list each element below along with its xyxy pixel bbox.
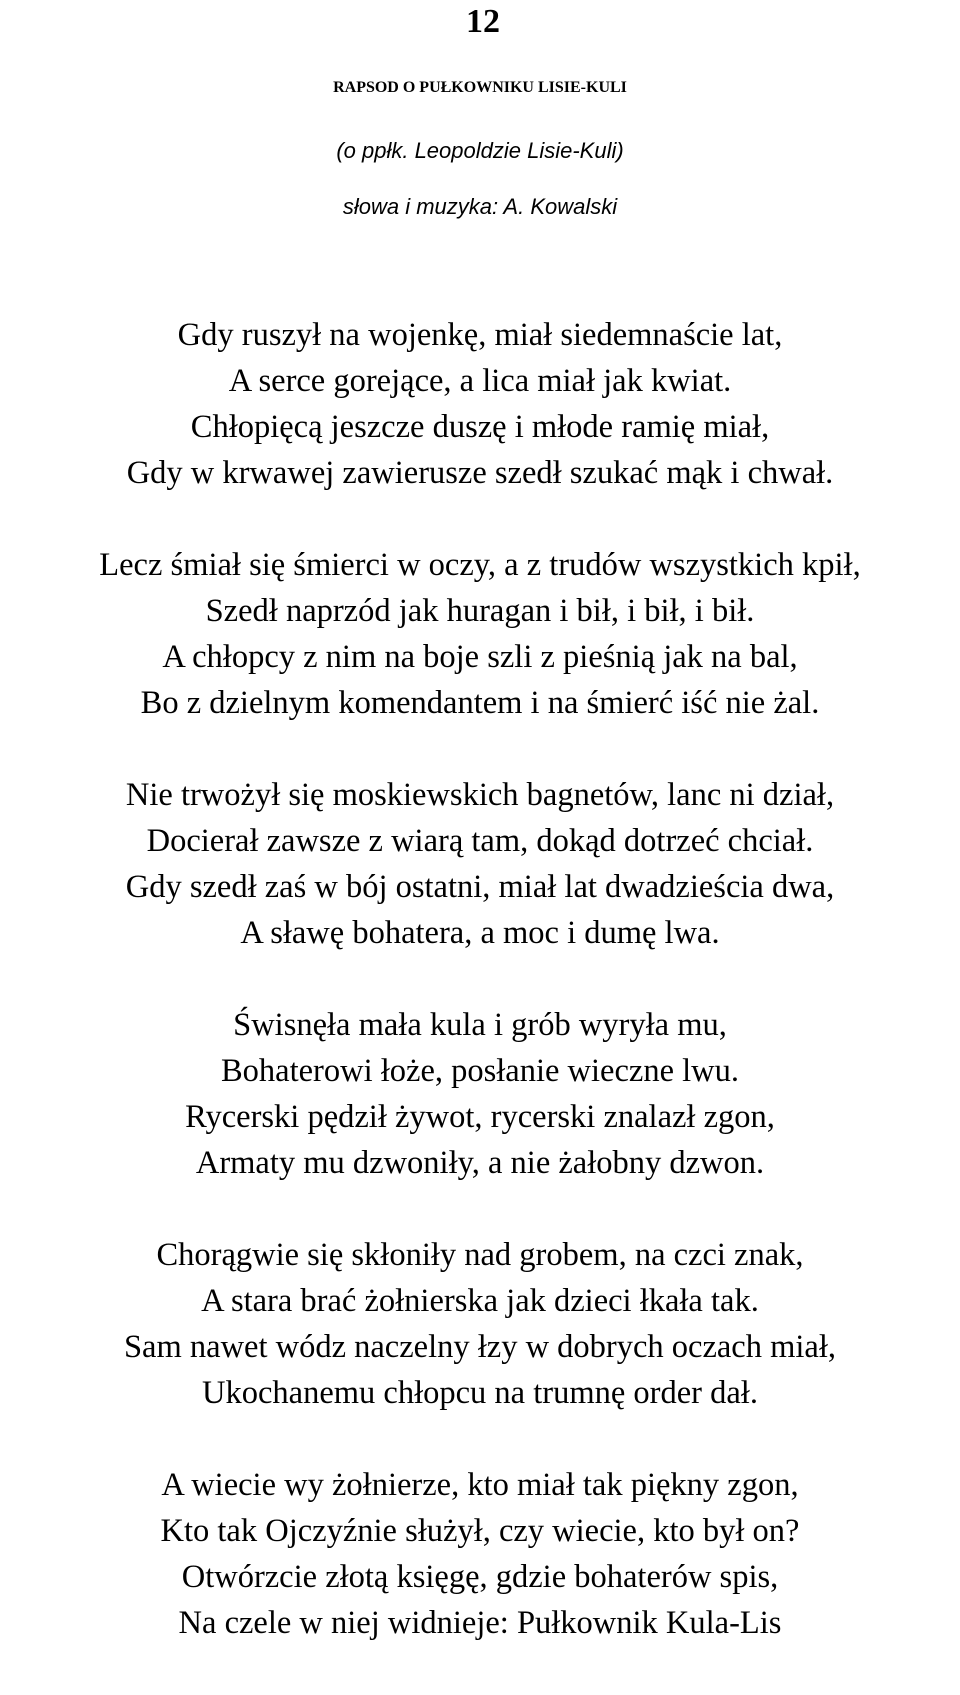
lyric-line: A serce gorejące, a lica miał jak kwiat. [228, 363, 732, 399]
lyric-line: Szedł naprzód jak huragan i bił, i bił, i bił. [205, 593, 755, 629]
lyric-line: A stara brać żołnierska jak dzieci łkała tak. [201, 1283, 759, 1319]
lyric-line: Gdy szedł zaś w bój ostatni, miał lat dwadzieścia dwa, [125, 869, 835, 905]
lyric-line: Ukochanemu chłopcu na trumnę order dał. [202, 1375, 758, 1411]
lyric-line: Lecz śmiał się śmierci w oczy, a z trudów wszystkich kpił, [99, 547, 861, 583]
lyric-line: Nie trwożył się moskiewskich bagnetów, lanc ni dział, [125, 777, 835, 813]
song-dedication: (o ppłk. Leopoldzie Lisie-Kuli) [336, 138, 624, 163]
page-number: 12 [466, 3, 500, 40]
lyric-line: Bohaterowi łoże, posłanie wieczne lwu. [220, 1053, 740, 1089]
lyric-line: Świsnęła mała kula i grób wyryła mu, [233, 1007, 727, 1043]
lyric-line: Docierał zawsze z wiarą tam, dokąd dotrzeć chciał. [146, 823, 814, 859]
song-credits: słowa i muzyka: A. Kowalski [342, 194, 618, 219]
song-title: RAPSOD O PUŁKOWNIKU LISIE-KULI [333, 79, 627, 96]
lyric-line: Chorągwie się skłoniły nad grobem, na czci znak, [156, 1237, 804, 1273]
lyric-line: Chłopięcą jeszcze duszę i młode ramię miał, [190, 409, 770, 445]
lyric-line: Bo z dzielnym komendantem i na śmierć iść nie żal. [140, 685, 820, 721]
lyric-line: Otwórzcie złotą księgę, gdzie bohaterów spis, [181, 1559, 779, 1595]
lyric-line: A sławę bohatera, a moc i dumę lwa. [240, 915, 720, 951]
stanza-4 [0, 1002, 960, 1186]
stanza-1 [0, 312, 960, 496]
lyric-line: Na czele w niej widnieje: Pułkownik Kula-Lis [178, 1605, 782, 1641]
stanza-6 [0, 1462, 960, 1646]
lyric-line: Armaty mu dzwoniły, a nie żałobny dzwon. [195, 1145, 765, 1181]
stanza-2 [0, 542, 960, 726]
stanza-3 [0, 772, 960, 956]
lyrics [0, 312, 960, 1692]
lyric-line: Sam nawet wódz naczelny łzy w dobrych oczach miał, [123, 1329, 837, 1365]
stanza-5 [0, 1232, 960, 1416]
lyric-line: Gdy w krwawej zawierusze szedł szukać mąk i chwał. [126, 455, 834, 491]
lyric-line: A chłopcy z nim na boje szli z pieśnią jak na bal, [162, 639, 798, 675]
lyric-line: Kto tak Ojczyźnie służył, czy wiecie, kto był on? [160, 1513, 800, 1549]
lyric-line: Rycerski pędził żywot, rycerski znalazł zgon, [185, 1099, 775, 1135]
lyric-line: Gdy ruszył na wojenkę, miał siedemnaście lat, [177, 317, 783, 353]
lyric-line: A wiecie wy żołnierze, kto miał tak piękny zgon, [161, 1467, 799, 1503]
